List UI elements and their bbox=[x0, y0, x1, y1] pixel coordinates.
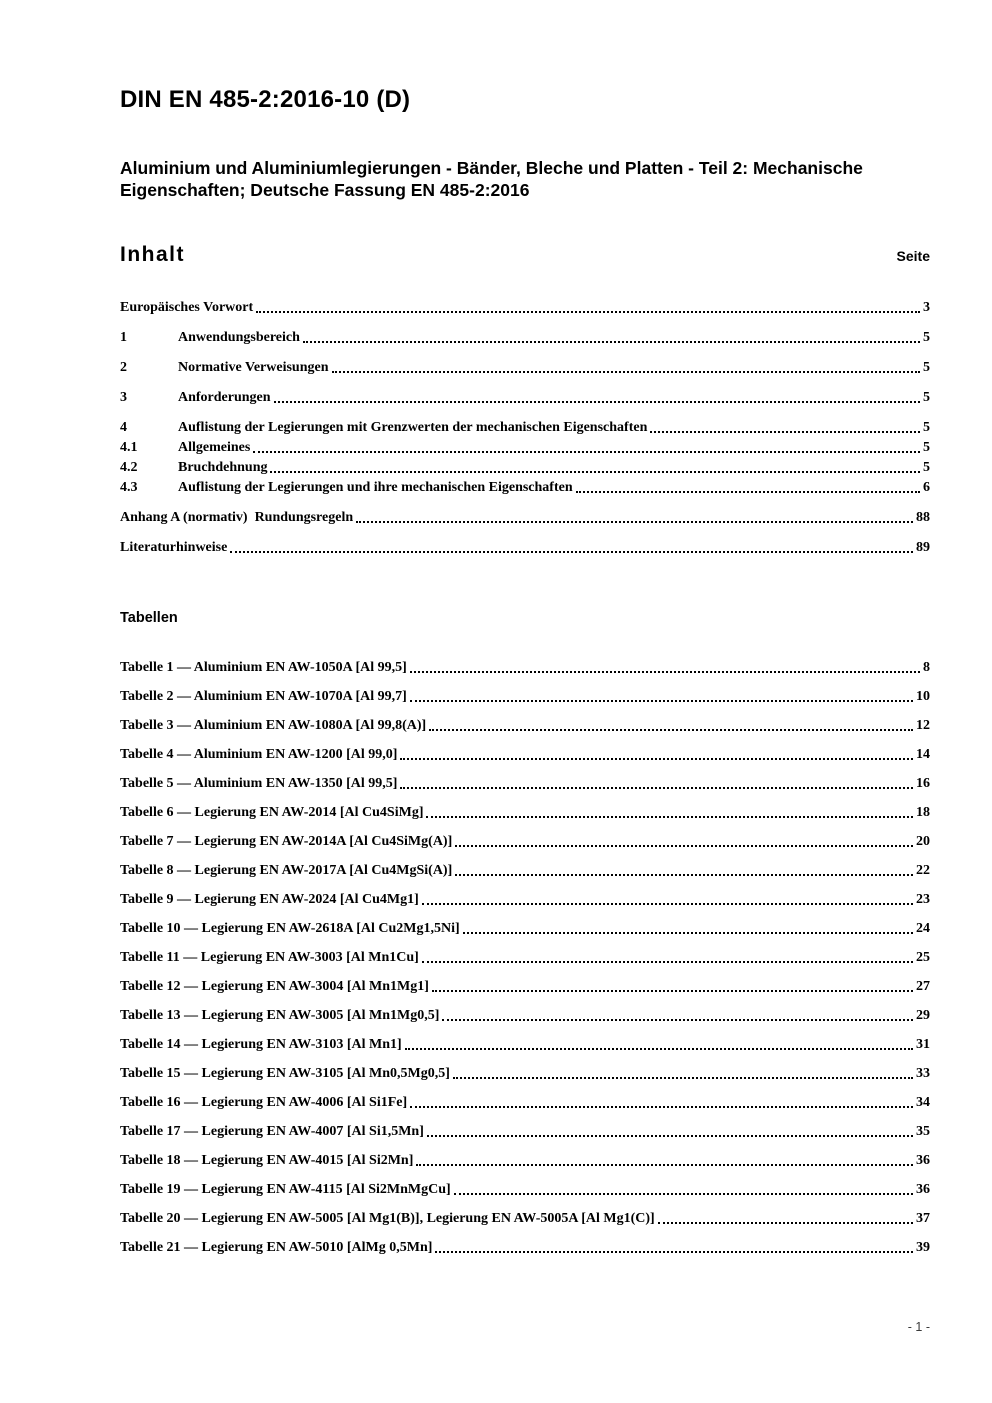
toc-entry-label: Auflistung der Legierungen mit Grenzwerten der mechanischen Eigenschaften bbox=[178, 420, 648, 436]
toc-entry-number: 2 bbox=[120, 360, 127, 376]
toc-entry-page: 5 bbox=[923, 360, 930, 376]
table-entry-label: Tabelle 12 — Legierung EN AW-3004 [Al Mn1Mg1] bbox=[120, 979, 429, 995]
table-entry-label: Tabelle 10 — Legierung EN AW-2618A [Al Cu2Mg1,5Ni] bbox=[120, 921, 460, 937]
page-column-label: Seite bbox=[896, 248, 930, 265]
table-entry-label: Tabelle 20 — Legierung EN AW-5005 [Al Mg1(B)], Legierung EN AW-5005A [Al Mg1(C)] bbox=[120, 1211, 655, 1227]
table-entry[interactable] bbox=[120, 1181, 930, 1198]
toc-entry-number: 4 bbox=[120, 420, 127, 436]
dot-leader bbox=[576, 491, 920, 493]
toc-entry[interactable] bbox=[120, 439, 930, 456]
table-entry-page: 23 bbox=[916, 892, 930, 908]
toc-entry[interactable] bbox=[120, 329, 930, 346]
table-entry-label: Tabelle 14 — Legierung EN AW-3103 [Al Mn1] bbox=[120, 1037, 402, 1053]
toc-entry-page: 5 bbox=[923, 330, 930, 346]
toc-entry-page: 5 bbox=[923, 420, 930, 436]
table-entry[interactable] bbox=[120, 833, 930, 850]
dot-leader bbox=[427, 1135, 913, 1137]
toc-entry[interactable] bbox=[120, 539, 930, 556]
dot-leader bbox=[650, 431, 920, 433]
toc-entry-number: 4.3 bbox=[120, 480, 138, 496]
table-entry[interactable] bbox=[120, 1036, 930, 1053]
table-entry-page: 36 bbox=[916, 1153, 930, 1169]
table-entry[interactable] bbox=[120, 978, 930, 995]
table-entry-page: 35 bbox=[916, 1124, 930, 1140]
table-entry-label: Tabelle 11 — Legierung EN AW-3003 [Al Mn1Cu] bbox=[120, 950, 419, 966]
toc-entry-page: 5 bbox=[923, 390, 930, 406]
dot-leader bbox=[453, 1077, 913, 1079]
table-entry-label: Tabelle 9 — Legierung EN AW-2024 [Al Cu4Mg1] bbox=[120, 892, 419, 908]
table-entry-page: 34 bbox=[916, 1095, 930, 1111]
toc-list bbox=[120, 299, 930, 556]
dot-leader bbox=[410, 700, 913, 702]
dot-leader bbox=[405, 1048, 913, 1050]
document-title: Aluminium und Aluminiumlegierungen - Bänder, Bleche und Platten - Teil 2: Mechanische Eigenschaften; Deutsche Fassung EN 485-2:2016 bbox=[120, 158, 863, 200]
table-entry-label: Tabelle 16 — Legierung EN AW-4006 [Al Si1Fe] bbox=[120, 1095, 408, 1111]
table-entry-page: 39 bbox=[916, 1240, 930, 1256]
table-entry-label: Tabelle 19 — Legierung EN AW-4115 [Al Si2MnMgCu] bbox=[120, 1182, 451, 1198]
toc-entry-page: 88 bbox=[916, 510, 930, 526]
dot-leader bbox=[410, 671, 920, 673]
toc-entry-number: 4.2 bbox=[120, 460, 138, 476]
table-entry-page: 27 bbox=[916, 979, 930, 995]
toc-entry-label: Normative Verweisungen bbox=[178, 360, 329, 376]
footer-page-number: - 1 - bbox=[907, 1320, 930, 1334]
toc-entry-number: 3 bbox=[120, 390, 127, 406]
table-entry-label: Tabelle 6 — Legierung EN AW-2014 [Al Cu4SiMg] bbox=[120, 805, 424, 821]
dot-leader bbox=[422, 903, 913, 905]
dot-leader bbox=[356, 521, 913, 523]
table-entry-page: 31 bbox=[916, 1037, 930, 1053]
dot-leader bbox=[253, 451, 920, 453]
table-entry-page: 29 bbox=[916, 1008, 930, 1024]
table-entry-page: 36 bbox=[916, 1182, 930, 1198]
toc-entry-label: Anforderungen bbox=[178, 390, 271, 406]
table-entry-page: 33 bbox=[916, 1066, 930, 1082]
table-entry[interactable] bbox=[120, 659, 930, 676]
dot-leader bbox=[230, 551, 913, 553]
toc-entry-label: Bruchdehnung bbox=[178, 460, 268, 476]
table-entry[interactable] bbox=[120, 1094, 930, 1111]
toc-header bbox=[120, 243, 930, 267]
toc-heading: Inhalt bbox=[120, 243, 185, 267]
table-entry[interactable] bbox=[120, 1210, 930, 1227]
toc-entry-page: 6 bbox=[923, 480, 930, 496]
toc-entry-label: Allgemeines bbox=[178, 440, 251, 456]
table-entry[interactable] bbox=[120, 1065, 930, 1082]
table-entry-page: 14 bbox=[916, 747, 930, 763]
dot-leader bbox=[454, 1193, 913, 1195]
dot-leader bbox=[416, 1164, 913, 1166]
dot-leader bbox=[422, 961, 913, 963]
dot-leader bbox=[435, 1251, 913, 1253]
table-entry[interactable] bbox=[120, 1152, 930, 1169]
table-entry[interactable] bbox=[120, 1007, 930, 1024]
dot-leader bbox=[303, 341, 920, 343]
dot-leader bbox=[400, 787, 913, 789]
toc-entry-label: Anwendungsbereich bbox=[178, 330, 300, 346]
toc-entry-label: Europäisches Vorwort bbox=[120, 300, 254, 316]
table-entry-label: Tabelle 15 — Legierung EN AW-3105 [Al Mn0,5Mg0,5] bbox=[120, 1066, 450, 1082]
table-entry-label: Tabelle 18 — Legierung EN AW-4015 [Al Si2Mn] bbox=[120, 1153, 414, 1169]
table-entry-label: Tabelle 21 — Legierung EN AW-5010 [AlMg 0,5Mn] bbox=[120, 1240, 433, 1256]
table-entry-page: 24 bbox=[916, 921, 930, 937]
table-entry-page: 22 bbox=[916, 863, 930, 879]
toc-entry[interactable] bbox=[120, 509, 930, 526]
table-entry-page: 10 bbox=[916, 689, 930, 705]
dot-leader bbox=[455, 874, 913, 876]
table-entry[interactable] bbox=[120, 1123, 930, 1140]
toc-entry-number: 4.1 bbox=[120, 440, 138, 456]
toc-entry-page: 89 bbox=[916, 540, 930, 556]
table-entry[interactable] bbox=[120, 862, 930, 879]
table-entry[interactable] bbox=[120, 775, 930, 792]
dot-leader bbox=[400, 758, 913, 760]
toc-entry-label: Anhang A (normativ) Rundungsregeln bbox=[120, 510, 354, 526]
table-entry-page: 12 bbox=[916, 718, 930, 734]
toc-entry-page: 5 bbox=[923, 460, 930, 476]
tables-list bbox=[120, 659, 930, 1256]
dot-leader bbox=[332, 371, 921, 373]
table-entry-page: 20 bbox=[916, 834, 930, 850]
toc-entry-label: Auflistung der Legierungen und ihre mechanischen Eigenschaften bbox=[178, 480, 573, 496]
table-entry-label: Tabelle 13 — Legierung EN AW-3005 [Al Mn1Mg0,5] bbox=[120, 1008, 440, 1024]
table-entry-label: Tabelle 7 — Legierung EN AW-2014A [Al Cu4SiMg(A)] bbox=[120, 834, 453, 850]
table-entry[interactable] bbox=[120, 891, 930, 908]
document-number: DIN EN 485-2:2016-10 (D) bbox=[120, 86, 411, 113]
table-entry-label: Tabelle 8 — Legierung EN AW-2017A [Al Cu4MgSi(A)] bbox=[120, 863, 453, 879]
table-entry-label: Tabelle 2 — Aluminium EN AW-1070A [Al 99,7] bbox=[120, 689, 407, 705]
table-entry-page: 37 bbox=[916, 1211, 930, 1227]
toc-entry[interactable] bbox=[120, 419, 930, 436]
table-entry-page: 16 bbox=[916, 776, 930, 792]
dot-leader bbox=[270, 471, 920, 473]
table-entry-label: Tabelle 3 — Aluminium EN AW-1080A [Al 99,8(A)] bbox=[120, 718, 427, 734]
table-entry-label: Tabelle 4 — Aluminium EN AW-1200 [Al 99,0] bbox=[120, 747, 398, 763]
toc-entry[interactable] bbox=[120, 389, 930, 406]
table-entry[interactable] bbox=[120, 804, 930, 821]
table-entry[interactable] bbox=[120, 746, 930, 763]
dot-leader bbox=[455, 845, 913, 847]
dot-leader bbox=[432, 990, 913, 992]
table-entry[interactable] bbox=[120, 1239, 930, 1256]
table-entry[interactable] bbox=[120, 920, 930, 937]
dot-leader bbox=[426, 816, 913, 818]
toc-entry[interactable] bbox=[120, 359, 930, 376]
table-entry[interactable] bbox=[120, 717, 930, 734]
toc-entry-number: 1 bbox=[120, 330, 127, 346]
toc-entry[interactable] bbox=[120, 299, 930, 316]
table-entry-label: Tabelle 17 — Legierung EN AW-4007 [Al Si1,5Mn] bbox=[120, 1124, 424, 1140]
dot-leader bbox=[274, 401, 920, 403]
dot-leader bbox=[463, 932, 913, 934]
table-entry[interactable] bbox=[120, 688, 930, 705]
table-entry-page: 8 bbox=[923, 660, 930, 676]
toc-entry[interactable] bbox=[120, 459, 930, 476]
toc-entry-label: Literaturhinweise bbox=[120, 540, 228, 556]
dot-leader bbox=[658, 1222, 913, 1224]
toc-entry[interactable] bbox=[120, 479, 930, 496]
dot-leader bbox=[429, 729, 913, 731]
table-entry-page: 18 bbox=[916, 805, 930, 821]
table-entry-label: Tabelle 1 — Aluminium EN AW-1050A [Al 99,5] bbox=[120, 660, 407, 676]
table-entry-page: 25 bbox=[916, 950, 930, 966]
tables-heading: Tabellen bbox=[120, 610, 178, 627]
toc-entry-page: 5 bbox=[923, 440, 930, 456]
table-entry[interactable] bbox=[120, 949, 930, 966]
dot-leader bbox=[256, 311, 920, 313]
dot-leader bbox=[410, 1106, 913, 1108]
toc-entry-page: 3 bbox=[923, 300, 930, 316]
table-entry-label: Tabelle 5 — Aluminium EN AW-1350 [Al 99,5] bbox=[120, 776, 398, 792]
dot-leader bbox=[442, 1019, 913, 1021]
